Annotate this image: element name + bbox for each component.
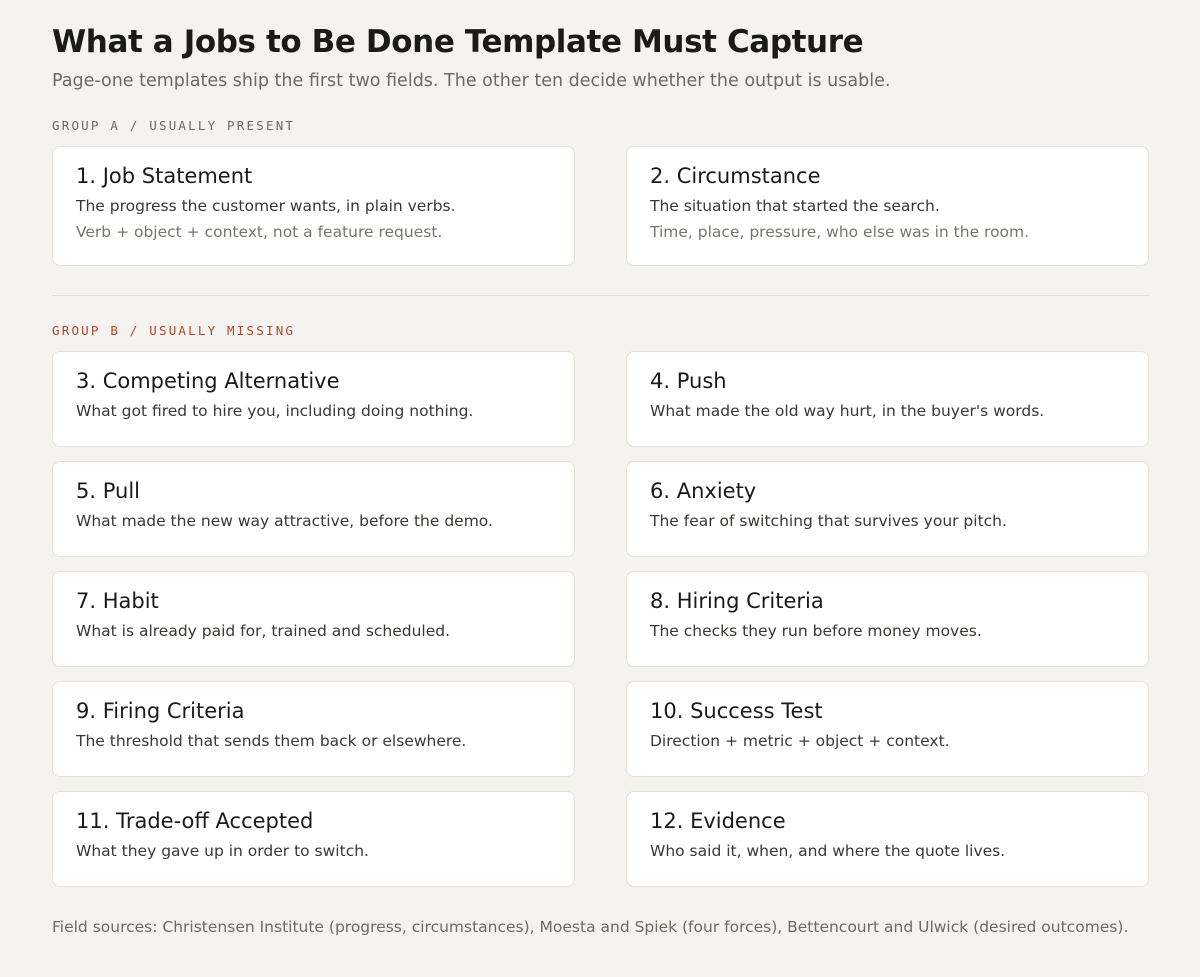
card-title: 6. Anxiety xyxy=(650,479,757,503)
card-title: 7. Habit xyxy=(76,589,159,613)
field-card-pull xyxy=(52,461,575,557)
card-description: The threshold that sends them back or elsewhere. xyxy=(76,732,467,750)
card-description: The checks they run before money moves. xyxy=(650,622,982,640)
field-card-success-test xyxy=(626,681,1149,777)
field-card-firing-criteria xyxy=(52,681,575,777)
card-description: Who said it, when, and where the quote lives. xyxy=(650,842,1006,860)
card-title: 10. Success Test xyxy=(650,699,823,723)
field-card-job-statement xyxy=(52,146,575,266)
group-a-label: GROUP A / USUALLY PRESENT xyxy=(52,118,296,133)
field-card-anxiety xyxy=(626,461,1149,557)
field-card-trade-off-accepted xyxy=(52,791,575,887)
card-title: 1. Job Statement xyxy=(76,164,253,188)
field-card-hiring-criteria xyxy=(626,571,1149,667)
card-title: 12. Evidence xyxy=(650,809,786,833)
card-title: 3. Competing Alternative xyxy=(76,369,340,393)
field-card-circumstance xyxy=(626,146,1149,266)
card-hint: Verb + object + context, not a feature request. xyxy=(76,223,443,241)
field-card-evidence xyxy=(626,791,1149,887)
card-description: The situation that started the search. xyxy=(650,197,940,215)
card-description: What is already paid for, trained and scheduled. xyxy=(76,622,451,640)
card-title: 4. Push xyxy=(650,369,727,393)
card-description: What made the new way attractive, before the demo. xyxy=(76,512,493,530)
page-subtitle: Page-one templates ship the first two fields. The other ten decide whether the output is usable. xyxy=(52,71,891,91)
field-card-competing-alternative xyxy=(52,351,575,447)
card-description: The fear of switching that survives your pitch. xyxy=(650,512,1007,530)
card-description: What they gave up in order to switch. xyxy=(76,842,369,860)
field-card-habit xyxy=(52,571,575,667)
field-sources-footnote: Field sources: Christensen Institute (progress, circumstances), Moesta and Spiek (four forces), Bettencourt and Ulwick (desired outcomes). xyxy=(52,918,1129,936)
field-card-push xyxy=(626,351,1149,447)
card-title: 5. Pull xyxy=(76,479,140,503)
card-description: Direction + metric + object + context. xyxy=(650,732,950,750)
card-description: The progress the customer wants, in plain verbs. xyxy=(76,197,456,215)
card-hint: Time, place, pressure, who else was in the room. xyxy=(650,223,1030,241)
card-title: 9. Firing Criteria xyxy=(76,699,245,723)
group-divider xyxy=(52,295,1149,296)
card-description: What made the old way hurt, in the buyer's words. xyxy=(650,402,1045,420)
card-description: What got fired to hire you, including doing nothing. xyxy=(76,402,474,420)
card-title: 2. Circumstance xyxy=(650,164,821,188)
group-b-label: GROUP B / USUALLY MISSING xyxy=(52,323,296,338)
card-title: 11. Trade-off Accepted xyxy=(76,809,314,833)
card-title: 8. Hiring Criteria xyxy=(650,589,824,613)
page-title: What a Jobs to Be Done Template Must Capture xyxy=(52,24,864,60)
